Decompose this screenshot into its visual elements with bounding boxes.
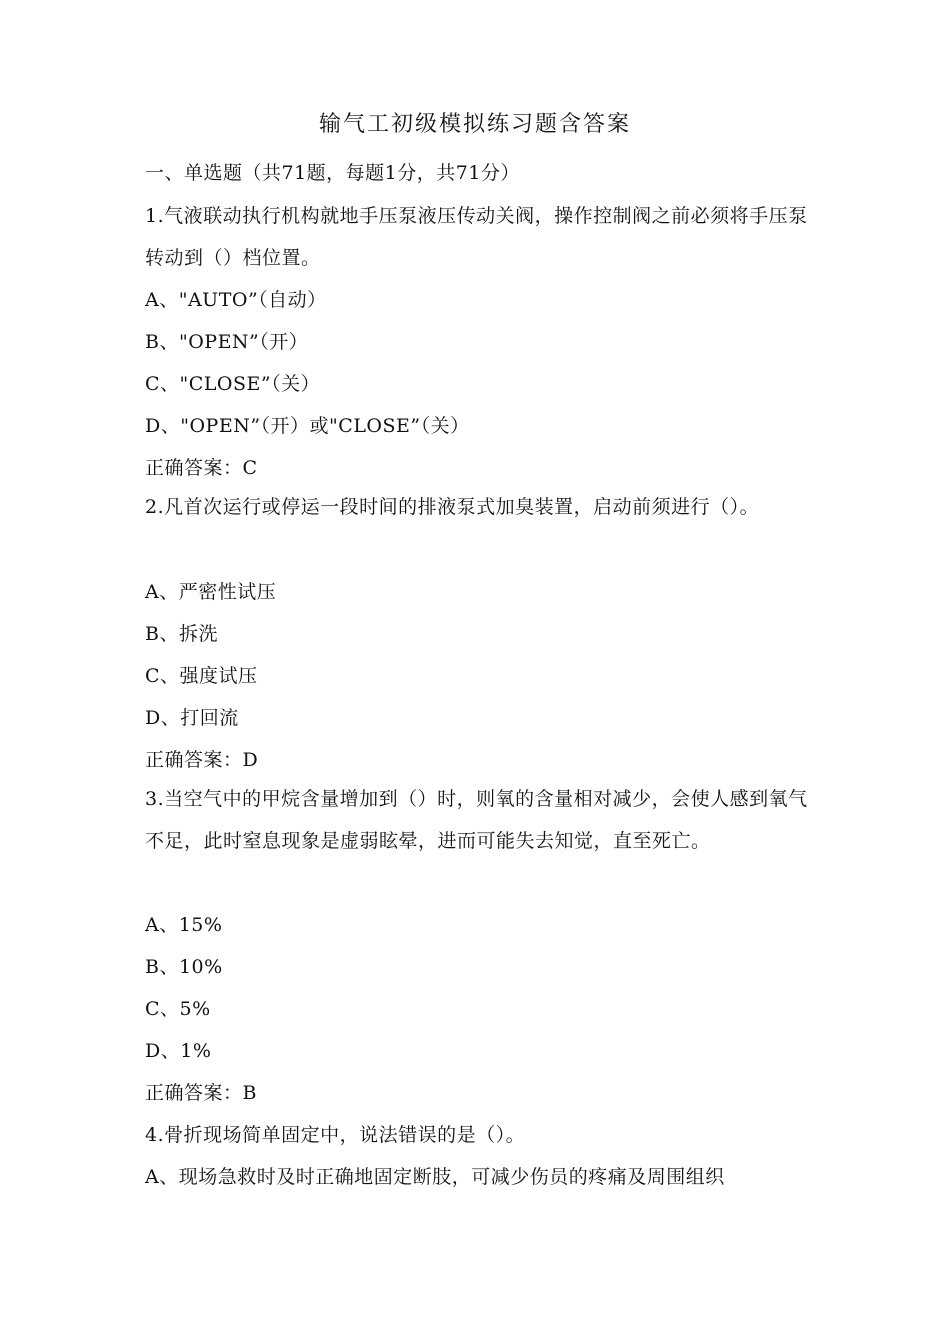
document-title: 输气工初级模拟练习题含答案 — [318, 112, 631, 137]
question-1-answer: 正确答案：C — [145, 457, 258, 479]
question-2-answer: 正确答案：D — [145, 749, 259, 771]
question-2-option-c: C、强度试压 — [145, 665, 258, 687]
question-2-option-b: B、拆洗 — [145, 623, 218, 645]
question-1-option-c: C、"CLOSE”（关） — [145, 373, 321, 395]
question-1-option-a: A、"AUTO”（自动） — [145, 289, 327, 311]
question-3-option-d: D、1% — [145, 1040, 212, 1062]
question-2-option-d: D、打回流 — [145, 707, 239, 729]
question-1-text: 1.气液联动执行机构就地手压泵液压传动关阀，操作控制阀之前必须将手压泵转动到（）档位置。 — [145, 205, 808, 269]
question-3-option-a: A、15% — [145, 914, 223, 936]
question-1-option-d: D、"OPEN”（开）或"CLOSE”（关） — [145, 415, 470, 437]
question-4-text: 4.骨折现场简单固定中，说法错误的是（）。 — [145, 1124, 526, 1146]
question-3-answer: 正确答案：B — [145, 1082, 257, 1104]
question-3-option-c: C、5% — [145, 998, 211, 1020]
section-heading: 一、单选题（共71题，每题1分，共71分） — [145, 162, 520, 184]
question-2-option-a: A、严密性试压 — [145, 581, 277, 603]
question-2-text: 2.凡首次运行或停运一段时间的排液泵式加臭装置，启动前须进行（）。 — [145, 496, 760, 518]
question-3-text: 3.当空气中的甲烷含量增加到（）时，则氧的含量相对减少，会使人感到氧气不足，此时窒息现象是虚弱眩晕，进而可能失去知觉，直至死亡。 — [145, 788, 808, 852]
question-1-option-b: B、"OPEN”（开） — [145, 331, 309, 353]
question-3-option-b: B、10% — [145, 956, 223, 978]
question-4-option-a: A、现场急救时及时正确地固定断肢，可减少伤员的疼痛及周围组织 — [145, 1166, 725, 1188]
